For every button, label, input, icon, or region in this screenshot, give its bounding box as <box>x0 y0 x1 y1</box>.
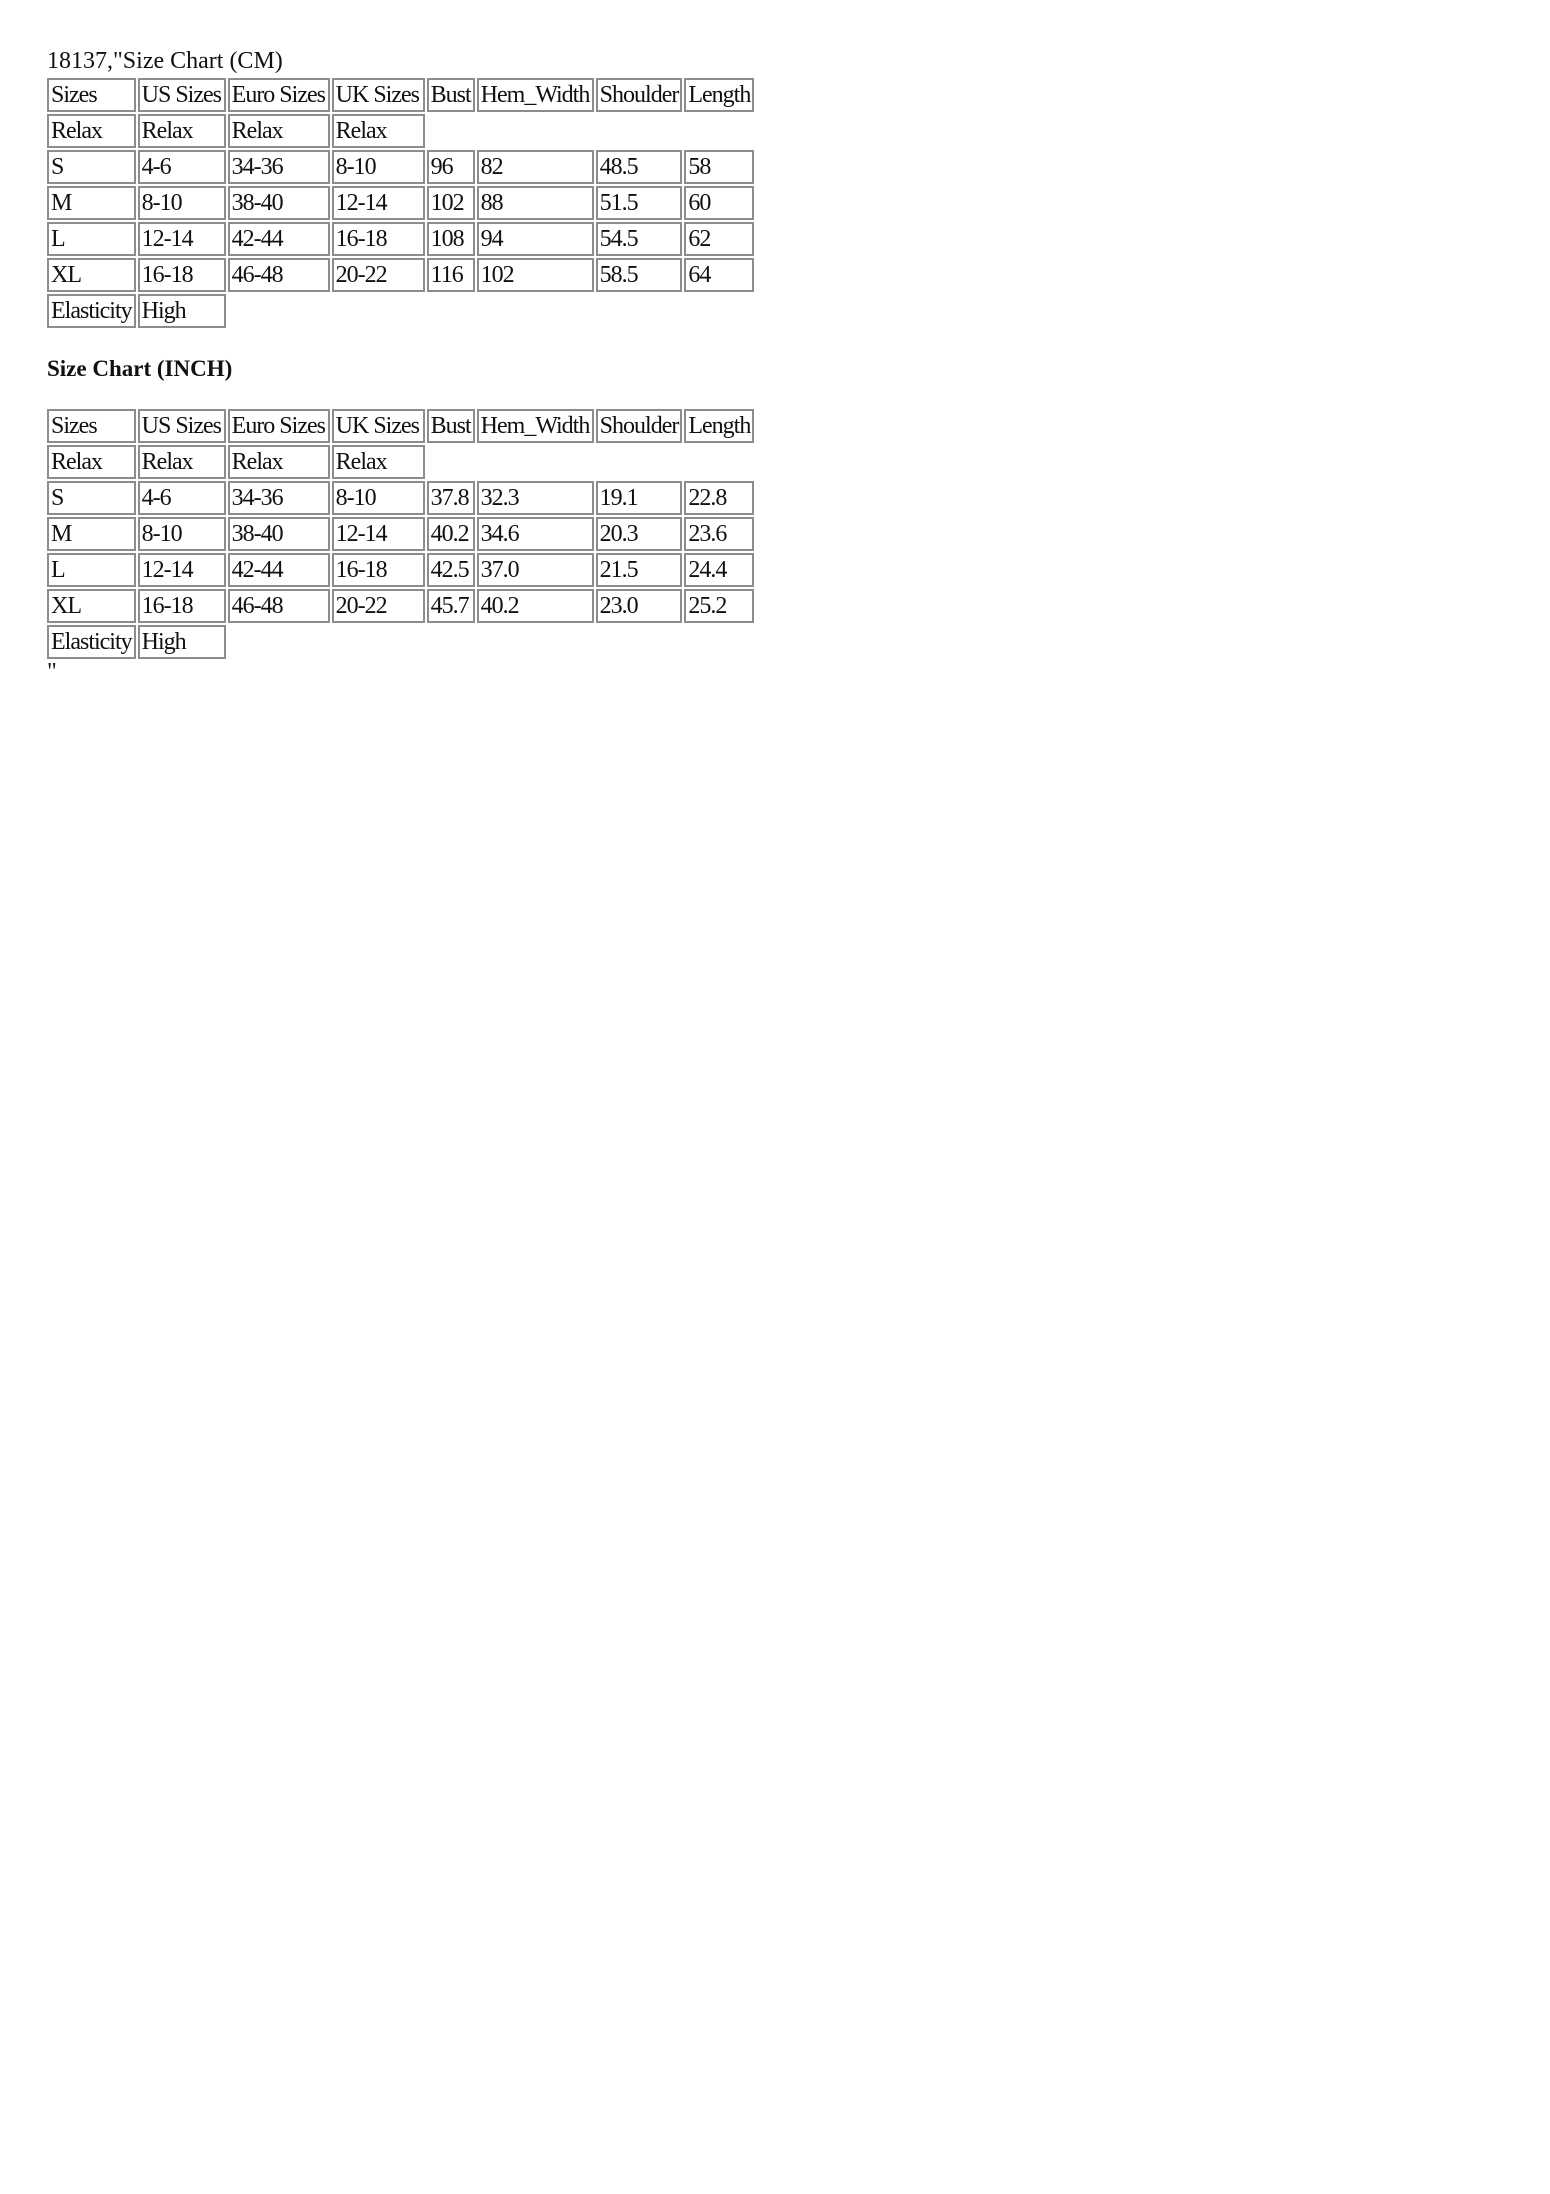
table-cell: 24.4 <box>684 553 754 587</box>
cm-size-table <box>45 76 756 330</box>
table-cell: 21.5 <box>596 553 683 587</box>
table-cell: 88 <box>477 186 594 220</box>
table-cell: 16-18 <box>332 222 425 256</box>
table-cell: 34.6 <box>477 517 594 551</box>
table-cell: M <box>47 517 136 551</box>
header-cell-length: Length <box>684 78 754 112</box>
relax-row <box>47 114 754 148</box>
table-cell: 37.8 <box>427 481 475 515</box>
table-cell: 38-40 <box>228 517 330 551</box>
table-cell: 12-14 <box>332 517 425 551</box>
table-row <box>47 186 754 220</box>
document-page <box>47 46 1447 683</box>
elasticity-row <box>47 294 754 328</box>
inch-chart-heading: Size Chart (INCH) <box>47 356 233 381</box>
table-cell: 8-10 <box>138 186 226 220</box>
table-cell: 34-36 <box>228 150 330 184</box>
table-cell: XL <box>47 258 136 292</box>
header-cell-sizes: Sizes <box>47 409 136 443</box>
table-cell: 60 <box>684 186 754 220</box>
table-cell: 12-14 <box>138 222 226 256</box>
table-cell: 8-10 <box>332 150 425 184</box>
empty-cell <box>427 114 755 148</box>
table-cell: 4-6 <box>138 481 226 515</box>
table-cell: High <box>138 625 226 659</box>
table-cell: 46-48 <box>228 258 330 292</box>
table-cell: 42-44 <box>228 222 330 256</box>
header-cell-bust: Bust <box>427 409 475 443</box>
empty-cell <box>427 445 755 479</box>
table-cell: 45.7 <box>427 589 475 623</box>
table-cell: 23.6 <box>684 517 754 551</box>
table-cell: 116 <box>427 258 475 292</box>
table-cell: Relax <box>138 445 226 479</box>
header-cell-uk-sizes: UK Sizes <box>332 78 425 112</box>
table-cell: 37.0 <box>477 553 594 587</box>
table-cell: 96 <box>427 150 475 184</box>
header-cell-bust: Bust <box>427 78 475 112</box>
table-cell: 20-22 <box>332 258 425 292</box>
relax-row <box>47 445 754 479</box>
table-cell: 82 <box>477 150 594 184</box>
table-cell: S <box>47 150 136 184</box>
table-row <box>47 222 754 256</box>
table-cell: L <box>47 222 136 256</box>
table-header-row <box>47 78 754 112</box>
table-cell: Relax <box>138 114 226 148</box>
table-cell: 64 <box>684 258 754 292</box>
header-cell-hem-width: Hem_Width <box>477 409 594 443</box>
header-cell-sizes: Sizes <box>47 78 136 112</box>
table-cell: 102 <box>427 186 475 220</box>
table-cell: L <box>47 553 136 587</box>
table-cell: 8-10 <box>332 481 425 515</box>
table-cell: 58.5 <box>596 258 683 292</box>
table-cell: 46-48 <box>228 589 330 623</box>
empty-cell <box>228 625 755 659</box>
header-cell-shoulder: Shoulder <box>596 78 683 112</box>
table-cell: 4-6 <box>138 150 226 184</box>
table-cell: 12-14 <box>138 553 226 587</box>
table-cell: 42-44 <box>228 553 330 587</box>
header-cell-uk-sizes: UK Sizes <box>332 409 425 443</box>
cm-chart-heading: 18137,"Size Chart (CM) <box>47 48 283 74</box>
table-cell: 58 <box>684 150 754 184</box>
table-cell: 42.5 <box>427 553 475 587</box>
table-cell: 54.5 <box>596 222 683 256</box>
header-cell-shoulder: Shoulder <box>596 409 683 443</box>
table-cell: 20.3 <box>596 517 683 551</box>
table-cell: 40.2 <box>427 517 475 551</box>
table-row <box>47 553 754 587</box>
table-cell: Relax <box>47 114 136 148</box>
table-cell: 22.8 <box>684 481 754 515</box>
table-cell: 16-18 <box>138 589 226 623</box>
header-cell-euro-sizes: Euro Sizes <box>228 78 330 112</box>
elasticity-row <box>47 625 754 659</box>
header-cell-us-sizes: US Sizes <box>138 78 226 112</box>
table-row <box>47 517 754 551</box>
table-row <box>47 589 754 623</box>
table-cell: 16-18 <box>332 553 425 587</box>
table-cell: Relax <box>228 114 330 148</box>
table-cell: 94 <box>477 222 594 256</box>
table-cell: Relax <box>228 445 330 479</box>
table-cell: 23.0 <box>596 589 683 623</box>
table-cell: 16-18 <box>138 258 226 292</box>
table-cell: 102 <box>477 258 594 292</box>
table-cell: 32.3 <box>477 481 594 515</box>
closing-quote-text: " <box>47 659 57 685</box>
table-cell: Relax <box>332 114 425 148</box>
table-cell: 51.5 <box>596 186 683 220</box>
table-row <box>47 258 754 292</box>
table-cell: 34-36 <box>228 481 330 515</box>
table-cell: 62 <box>684 222 754 256</box>
table-header-row <box>47 409 754 443</box>
table-cell: Elasticity <box>47 625 136 659</box>
table-cell: Relax <box>332 445 425 479</box>
table-row <box>47 150 754 184</box>
table-cell: S <box>47 481 136 515</box>
table-cell: 20-22 <box>332 589 425 623</box>
table-cell: XL <box>47 589 136 623</box>
table-cell: Relax <box>47 445 136 479</box>
table-row <box>47 481 754 515</box>
header-cell-euro-sizes: Euro Sizes <box>228 409 330 443</box>
table-cell: 40.2 <box>477 589 594 623</box>
table-cell: High <box>138 294 226 328</box>
header-cell-us-sizes: US Sizes <box>138 409 226 443</box>
table-cell: 25.2 <box>684 589 754 623</box>
table-cell: 108 <box>427 222 475 256</box>
table-cell: 8-10 <box>138 517 226 551</box>
table-cell: 48.5 <box>596 150 683 184</box>
empty-cell <box>228 294 755 328</box>
header-cell-hem-width: Hem_Width <box>477 78 594 112</box>
inch-size-table <box>45 407 756 661</box>
header-cell-length: Length <box>684 409 754 443</box>
table-cell: 19.1 <box>596 481 683 515</box>
table-cell: 12-14 <box>332 186 425 220</box>
table-cell: M <box>47 186 136 220</box>
table-cell: 38-40 <box>228 186 330 220</box>
table-cell: Elasticity <box>47 294 136 328</box>
